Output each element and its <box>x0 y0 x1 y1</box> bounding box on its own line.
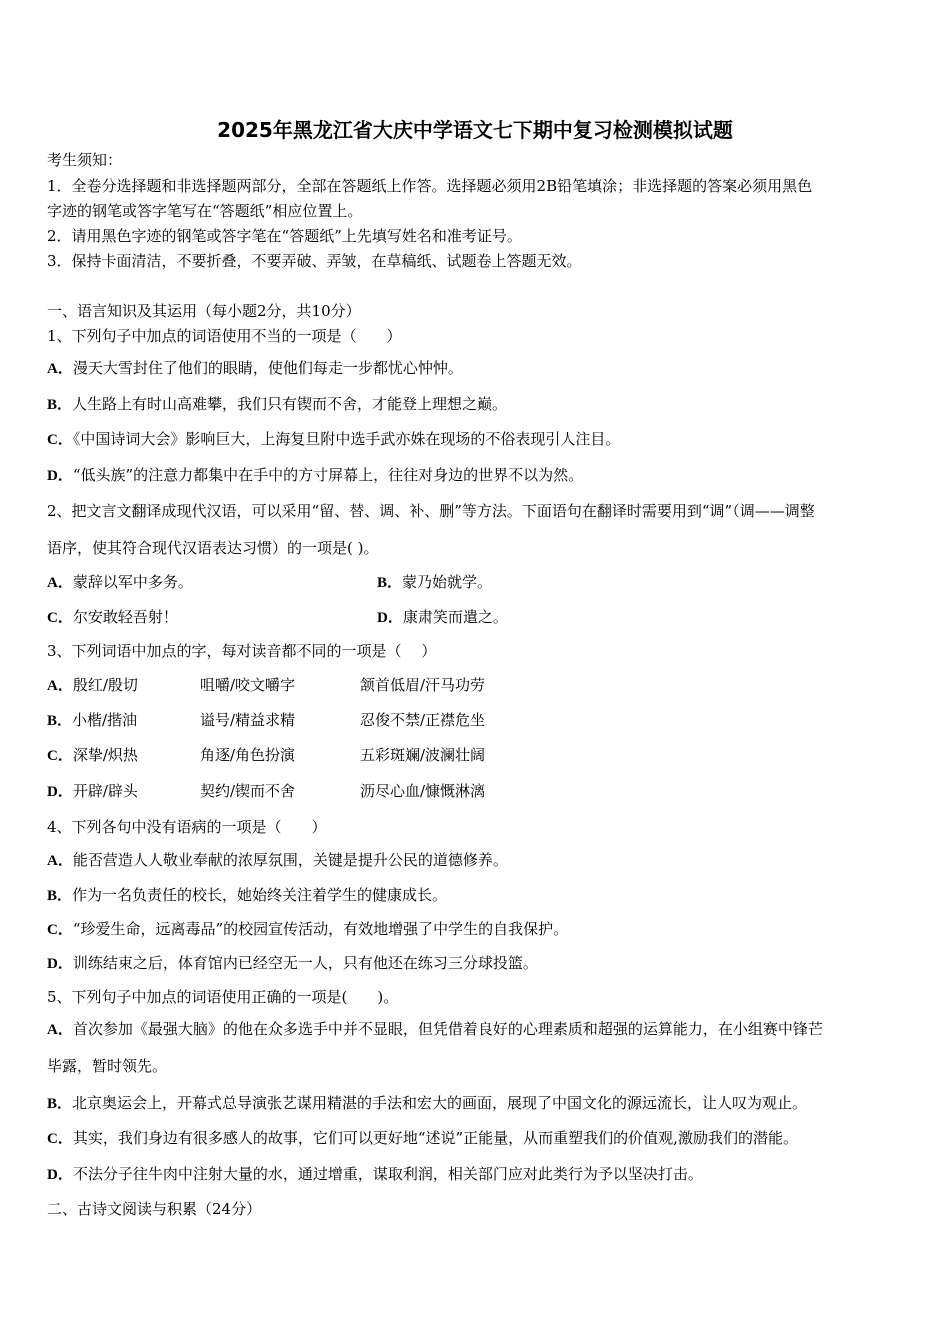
option-label: A． <box>47 575 73 591</box>
option-text: 康肃笑而遣之。 <box>402 608 508 626</box>
option-text: 不法分子往牛肉中注射大量的水，通过增重，谋取利润，相关部门应对此类行为予以坚决打击。 <box>72 1165 703 1183</box>
option-text: 忍俊不禁/正襟危坐 <box>360 711 486 729</box>
option-text: 首次参加《最强大脑》的他在众多选手中并不显眼，但凭借着良好的心理素质和超强的运算能力，在小组赛中锋芒 <box>72 1020 823 1038</box>
option-text: 殷红/殷切 <box>72 676 138 694</box>
option-text: 毕露，暂时领先。 <box>47 1057 168 1075</box>
option-text: 人生路上有时山高难攀，我们只有锲而不舍，才能登上理想之巅。 <box>72 395 508 413</box>
option-text: 能否营造人人敬业奉献的浓厚氛围，关键是提升公民的道德修养。 <box>72 851 508 869</box>
option-label: C． <box>47 432 73 448</box>
notice-item: 1．全卷分选择题和非选择题两部分，全部在答题纸上作答。选择题必须用2B铅笔填涂；非选择题的答案必须用黑色 <box>47 177 813 195</box>
option-text: 角逐/角色扮演 <box>200 746 296 764</box>
section-heading: 二、古诗文阅读与积累（24分） <box>47 1200 262 1218</box>
option-text: 尔安敢轻吾射！ <box>72 608 178 626</box>
option-label: A． <box>47 1022 73 1038</box>
option-label: A． <box>47 361 73 377</box>
option <box>377 607 508 628</box>
option-text: 漫天大雪封住了他们的眼睛，使他们每走一步都忧心忡忡。 <box>72 359 463 377</box>
option <box>47 675 138 696</box>
section-heading: 一、语言知识及其运用（每小题2分，共10分） <box>47 302 361 320</box>
option-label: B． <box>47 397 73 413</box>
option-text: 五彩斑斓/波澜壮阔 <box>360 746 486 764</box>
option-text: 训练结束之后，体育馆内已经空无一人，只有他还在练习三分球投篮。 <box>72 954 538 972</box>
option <box>377 572 492 593</box>
option-label: B． <box>47 713 73 729</box>
option-text: 颔首低眉/汗马功劳 <box>360 676 486 694</box>
option <box>47 394 507 415</box>
option-text: 作为一名负责任的校长，她始终关注着学生的健康成长。 <box>72 886 448 904</box>
notice-item: 2．请用黑色字迹的钢笔或答字笔在“答题纸”上先填写姓名和准考证号。 <box>47 227 522 245</box>
option-text: 蒙辞以军中多务。 <box>72 573 193 591</box>
option-text: “珍爱生命，远离毒品”的校园宣传活动，有效地增强了中学生的自我保护。 <box>72 920 569 938</box>
option-label: C． <box>47 1131 73 1147</box>
option-label: C． <box>47 748 73 764</box>
option <box>47 781 138 802</box>
option <box>47 1019 823 1040</box>
option <box>47 885 447 906</box>
option <box>47 710 137 731</box>
option-label: B． <box>47 1096 73 1112</box>
option-label: D． <box>47 1167 73 1183</box>
question-stem: 5、下列句子中加点的词语使用正确的一项是( )。 <box>47 988 399 1006</box>
option-text: 契约/锲而不舍 <box>200 782 296 800</box>
option <box>47 850 508 871</box>
option <box>47 1164 703 1185</box>
question-stem: 1、下列句子中加点的词语使用不当的一项是（ ） <box>47 327 402 345</box>
option-text: 深挚/炽热 <box>72 746 138 764</box>
option-label: C． <box>47 922 73 938</box>
option <box>47 465 583 486</box>
option-label: A． <box>47 853 73 869</box>
option <box>47 1093 807 1114</box>
notice-item: 字迹的钢笔或答字笔写在“答题纸”相应位置上。 <box>47 202 363 220</box>
option-label: B． <box>47 888 73 904</box>
option-text: “低头族”的注意力都集中在手中的方寸屏幕上，往往对身边的世界不以为然。 <box>72 466 584 484</box>
option <box>47 919 568 940</box>
question-stem: 2、把文言文翻译成现代汉语，可以采用“留、替、调、补、删”等方法。下面语句在翻译时需要用到“调”（调——调整 <box>47 502 815 520</box>
option <box>47 1128 798 1149</box>
option-label: C． <box>47 610 73 626</box>
option <box>47 358 463 379</box>
page-title: 2025年黑龙江省大庆中学语文七下期中复习检测模拟试题 <box>217 118 733 142</box>
option <box>47 429 620 450</box>
option-text: 北京奥运会上，开幕式总导演张艺谋用精湛的手法和宏大的画面，展现了中国文化的源远流长，让人叹为观止。 <box>72 1094 808 1112</box>
option-text: 《中国诗词大会》影响巨大，上海复旦附中选手武亦姝在现场的不俗表现引人注目。 <box>72 430 621 448</box>
option-label: D． <box>47 468 73 484</box>
notice-heading: 考生须知： <box>47 151 123 169</box>
option-text: 谥号/精益求精 <box>200 711 296 729</box>
option <box>47 607 178 628</box>
option-label: D． <box>47 784 73 800</box>
notice-item: 3．保持卡面清洁，不要折叠，不要弄破、弄皱，在草稿纸、试题卷上答题无效。 <box>47 252 582 270</box>
option-label: D． <box>377 610 403 626</box>
option-text: 沥尽心血/慷慨淋漓 <box>360 782 486 800</box>
question-stem: 4、下列各句中没有语病的一项是（ ） <box>47 818 327 836</box>
option-text: 其实，我们身边有很多感人的故事，它们可以更好地“述说”正能量，从而重塑我们的价值观,激励我们的潜能。 <box>72 1129 798 1147</box>
option <box>47 953 538 974</box>
option <box>47 572 193 593</box>
option <box>47 745 138 766</box>
option-text: 小楷/揩油 <box>72 711 138 729</box>
question-stem: 语序，使其符合现代汉语表达习惯）的一项是( )。 <box>47 539 379 557</box>
option-label: D． <box>47 956 73 972</box>
option-text: 开辟/辟头 <box>72 782 138 800</box>
option-text: 蒙乃始就学。 <box>402 573 493 591</box>
option-text: 咀嚼/咬文嚼字 <box>200 676 296 694</box>
question-stem: 3、下列词语中加点的字，每对读音都不同的一项是（ ） <box>47 642 437 660</box>
option-label: A． <box>47 678 73 694</box>
option-label: B． <box>377 575 403 591</box>
